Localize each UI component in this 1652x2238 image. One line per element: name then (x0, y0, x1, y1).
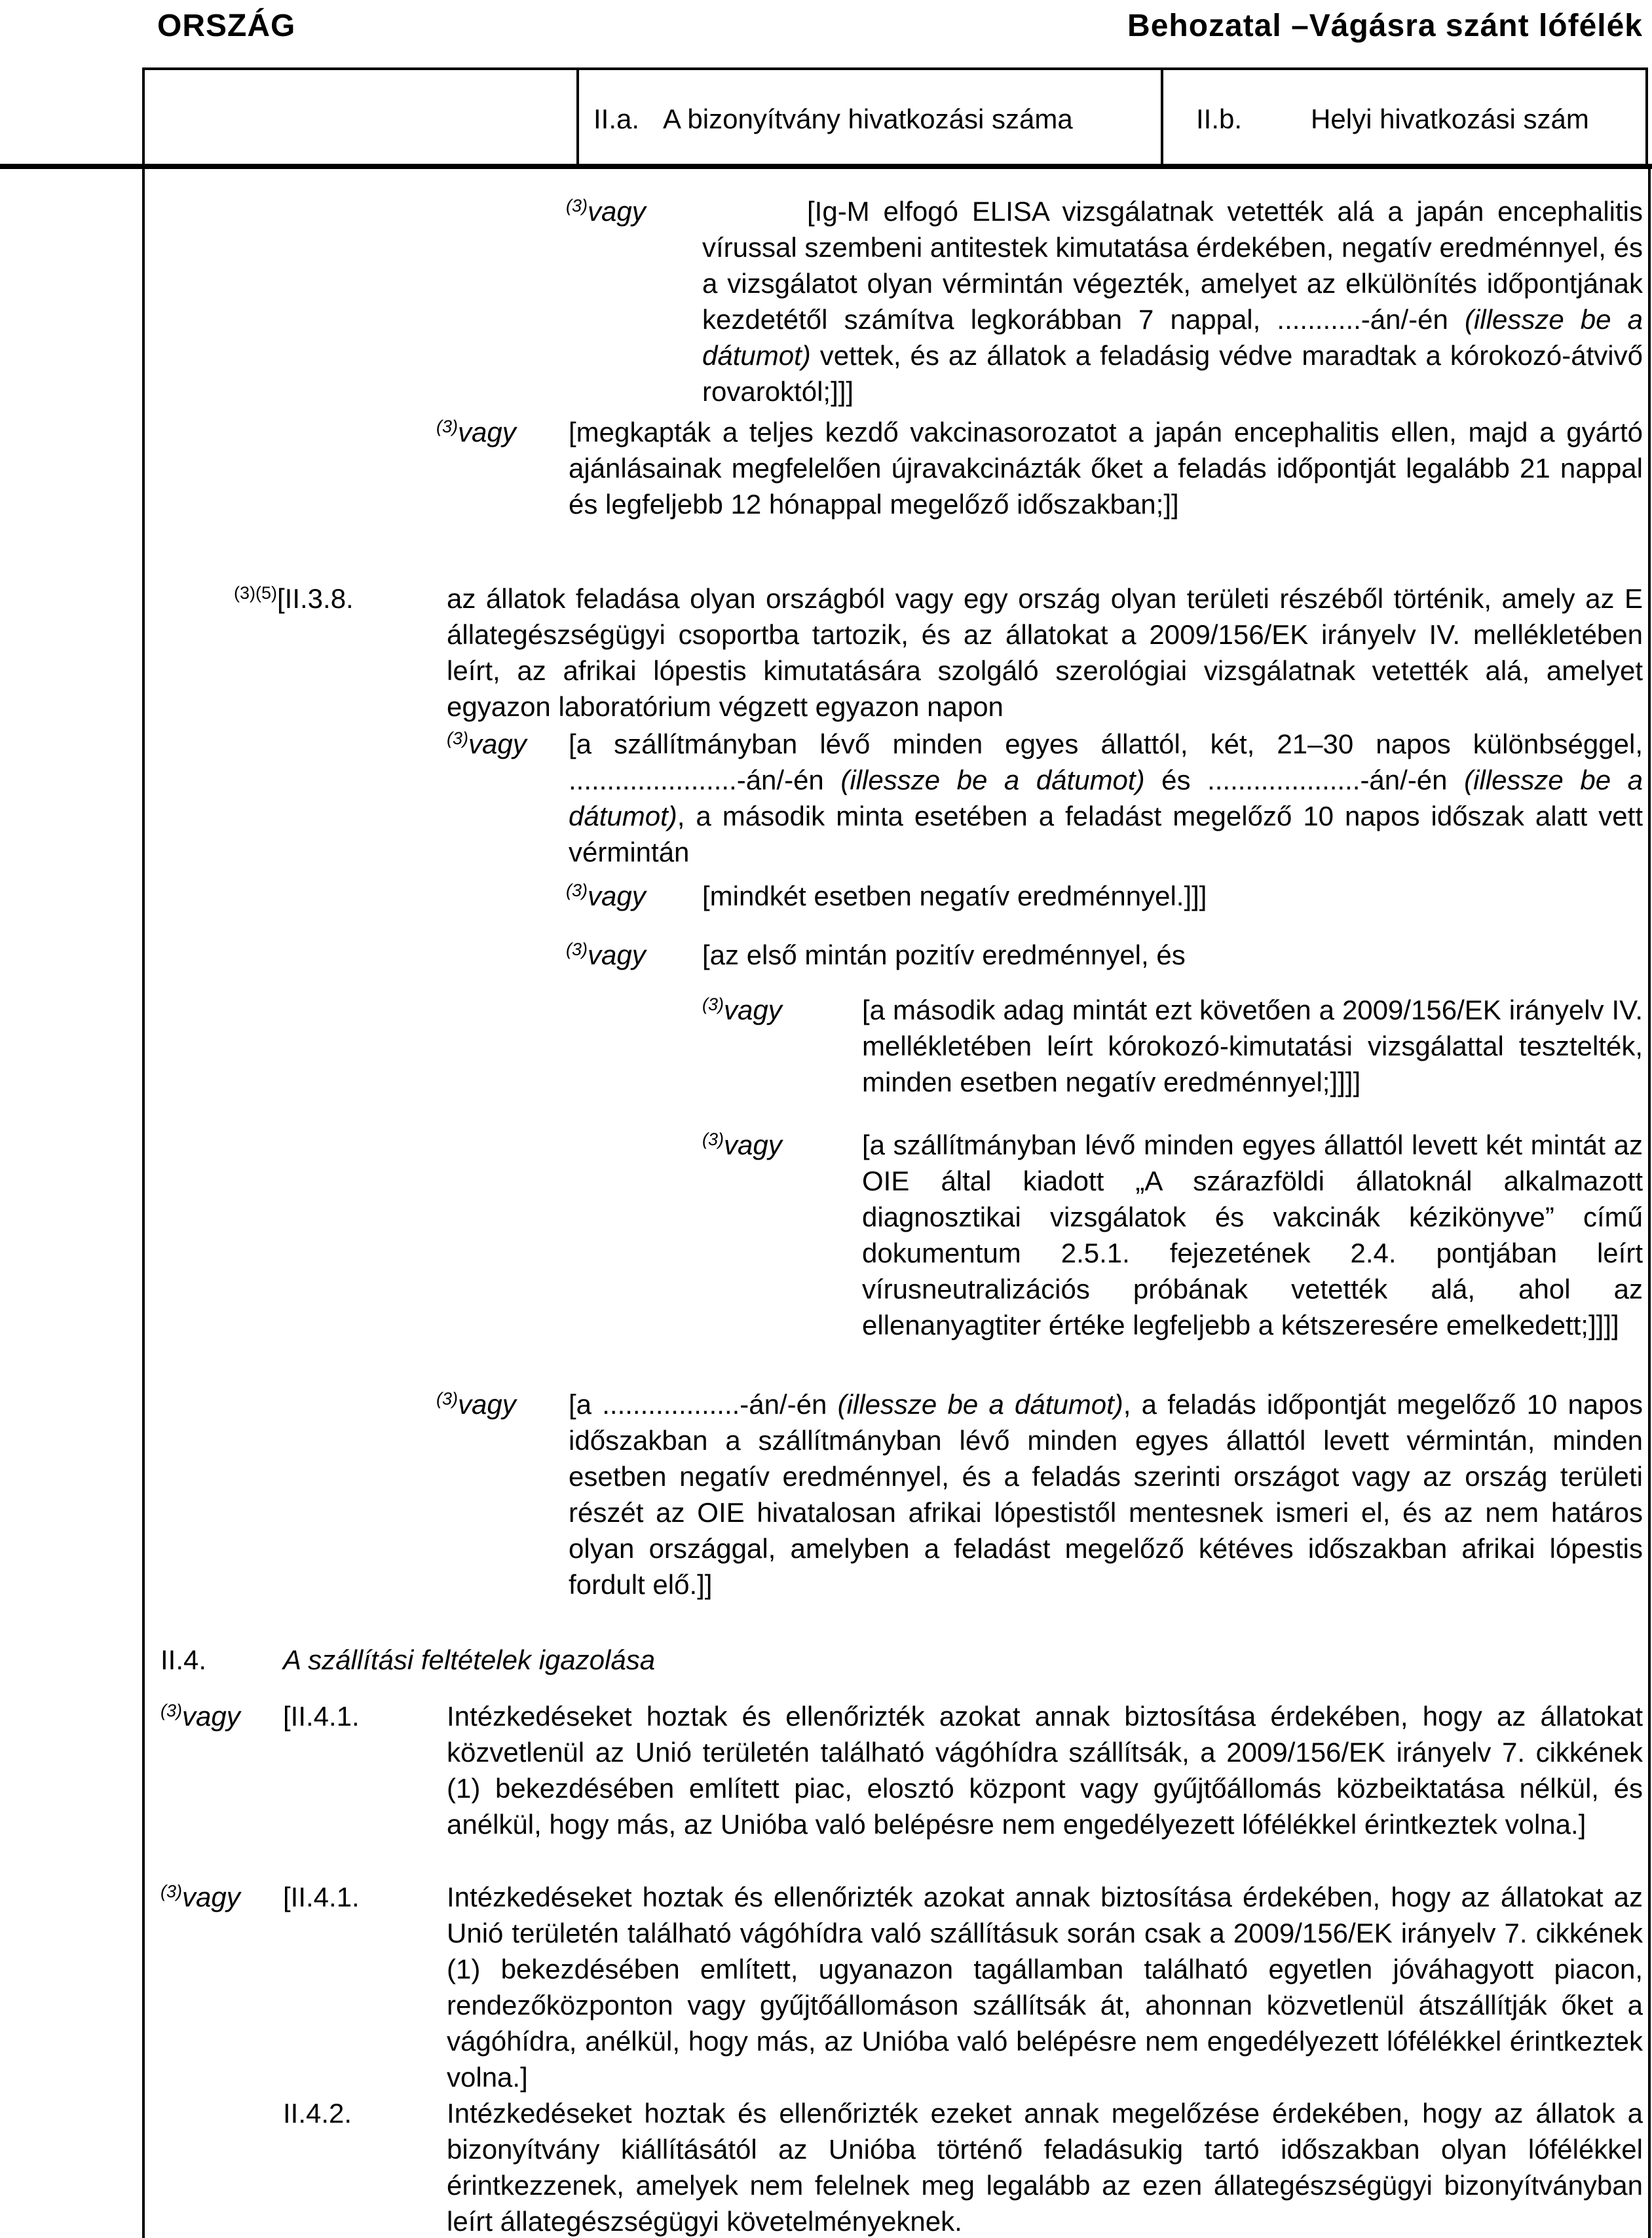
or-marker: $^{(3)}$vagy (566, 881, 646, 911)
section-number: II.4. (160, 1644, 207, 1675)
reference-table-cell-iia (576, 70, 1161, 168)
clause-or-vaccination (0, 414, 1643, 522)
table-bottom-bold-rule (0, 164, 1652, 169)
or-marker: $^{(3)}$vagy (160, 1882, 240, 1912)
clause-number: [II.4.1. (283, 1701, 360, 1732)
right-margin-rule (1648, 166, 1651, 2238)
clause-text: Intézkedéseket hoztak és ellenőrizték azokat annak biztosítása érdekében, hogy az állatokat az Unió területén található vágóhídra való szállításuk során csak a 2009/156/EK irányelv 7. cikkének (1) bekezdésében említett, ugyanazon tagállamban található egyetlen jóváhagyott piacon, rendezőközponton vagy gyűjtőállomáson szállítsák át, ahonnan közvetlenül átszállítják őket a vágóhídra, anélkül, hogy más, az Unióba való belépésre nem engedélyezett lófélékkel érintkeztek volna.] (447, 1882, 1643, 2093)
or-marker: $^{(3)}$vagy (447, 729, 527, 759)
clause-number: $^{(3)(5)}$[II.3.8. (234, 583, 354, 614)
clause-or-two-blood-samples (0, 726, 1643, 870)
clause-text: [az első mintán pozitív eredménnyel, és (702, 939, 1186, 970)
clause-or-both-negative (0, 878, 1643, 914)
clause-or-second-dose-test (0, 992, 1643, 1100)
section-title: A szállítási feltételek igazolása (283, 1644, 656, 1675)
reference-table-cell-iib (1161, 70, 1648, 168)
or-marker: $^{(3)}$vagy (702, 995, 782, 1025)
clause-ii-3-8 (0, 580, 1643, 725)
or-marker: $^{(3)}$vagy (436, 417, 516, 447)
section-ii-4-heading (0, 1642, 1643, 1678)
clause-text: [mindkét esetben negatív eredménnyel.]]] (702, 881, 1207, 911)
clause-text: [a második adag mintát ezt követően a 2009/156/EK irányelv IV. mellékletében leírt kórokozó-kimutatási vizsgálattal tesztelték, minden esetben negatív eredménnyel;]]]] (862, 995, 1643, 1097)
clause-or-first-positive (0, 937, 1643, 973)
or-marker: $^{(3)}$vagy (160, 1701, 240, 1732)
iib-code: II.b. (1196, 104, 1243, 134)
clause-text: [a szállítmányban lévő minden egyes állattól, két, 21–30 napos különbséggel, ......................-án/-én (illessze be a dátumot) és ....................-án/-én (illessze be a dátumot), a második minta esetében a feladást megelőző 10 napos időszak alatt vett vérmintán (569, 729, 1643, 867)
header-import-title: Behozatal –Vágásra szánt lófélék (1127, 9, 1643, 43)
clause-or-single-sample (0, 1386, 1643, 1603)
clause-text: [Ig-M elfogó ELISA vizsgálatnak vetették alá a japán encephalitis vírussal szembeni antitestek kimutatása érdekében, negatív eredménnyel, és a vizsgálatot olyan vérmintán végezték, amelyet az elkülönítés időpontjának kezdetétől számítva legkorábban 7 nappal, ...........-án/-én (illessze be a dátumot) vettek, és az állatok a feladásig védve maradtak a kórokozó-átvivő rovaroktól;]]] (702, 196, 1643, 407)
clause-ii-4-1-direct (0, 1698, 1643, 1842)
clause-ii-4-1-market (0, 1879, 1643, 2095)
clause-text: [megkapták a teljes kezdő vakcinasorozatot a japán encephalitis ellen, majd a gyártó ajánlásainak megfelelően újravakcinázták őket a feladás időpontját legalább 21 nappal és legfeljebb 12 hónappal megelőző időszakban;]] (569, 417, 1643, 520)
clause-text: az állatok feladása olyan országból vagy egy ország olyan területi részéből történik, amely az E állategészségügyi csoportba tartozik, és az állatokat a 2009/156/EK irányelv IV. mellékletében leírt, az afrikai lópestis kimutatására szolgáló szerológiai vizsgálatnak vetették alá, amelyet egyazon laboratórium végzett egyazon napon (447, 583, 1643, 722)
or-marker: $^{(3)}$vagy (436, 1389, 516, 1420)
clause-number: [II.4.1. (283, 1882, 360, 1912)
clause-text: [a ..................-án/-én (illessze be a dátumot), a feladás időpontját megelőző 10 napos időszakban a szállítmányban lévő minden egyes állattól levett vérmintán, minden esetben negatív eredménnyel, és a feladás szerinti országot vagy az ország területi részét az OIE hivatalosan afrikai lópestistől mentesnek ismeri el, és az nem határos olyan országgal, amelyben a feladást megelőző kétéves időszakban afrikai lópestis fordult elő.]] (569, 1389, 1643, 1600)
clause-text: [a szállítmányban lévő minden egyes állattól levett két mintát az OIE által kiadott „A szárazföldi állatoknál alkalmazott diagnosztikai vizsgálatok és vakcinák kézikönyve” című dokumentum 2.5.1. fejezetének 2.4. pontjában leírt vírusneutralizációs próbának vetették alá, ahol az ellenanyagtiter értéke legfeljebb a kétszeresére emelkedett;]]]] (862, 1129, 1643, 1340)
clause-ii-4-2 (0, 2095, 1643, 2238)
iib-title: Helyi hivatkozási szám (1311, 104, 1589, 134)
clause-text: Intézkedéseket hoztak és ellenőrizték azokat annak biztosítása érdekében, hogy az állatokat közvetlenül az Unió területén található vágóhídra szállítsák, a 2009/156/EK irányelv 7. cikkének (1) bekezdésében említett piac, elosztó központ vagy gyűjtőállomás közbeiktatása nélkül, és anélkül, hogy más, az Unióba való belépésre nem engedélyezett lófélékkel érintkeztek volna.] (447, 1701, 1643, 1840)
or-marker: $^{(3)}$vagy (566, 939, 646, 970)
reference-number-table (142, 67, 1648, 168)
iia-title: A bizonyítvány hivatkozási száma (663, 104, 1073, 134)
reference-table-empty-cell (142, 70, 576, 168)
clause-number: II.4.2. (283, 2098, 352, 2129)
clause-or-oie-vn-test (0, 1127, 1643, 1343)
or-marker: $^{(3)}$vagy (702, 1129, 782, 1160)
iia-code: II.a. (593, 104, 640, 134)
clause-or-igm-elisa (0, 193, 1643, 409)
or-marker: $^{(3)}$vagy (566, 196, 646, 227)
header-country-label: ORSZÁG (157, 9, 296, 43)
clause-text: Intézkedéseket hoztak és ellenőrizték ezeket annak megelőzése érdekében, hogy az állatok a bizonyítvány kiállításától az Unióba történő feladásukig tartó időszakban olyan lófélékkel érintkezzenek, amelyek nem felelnek meg legalább az ezen állategészségügyi bizonyítványban leírt állategészségügyi követelményeknek. (447, 2098, 1643, 2237)
